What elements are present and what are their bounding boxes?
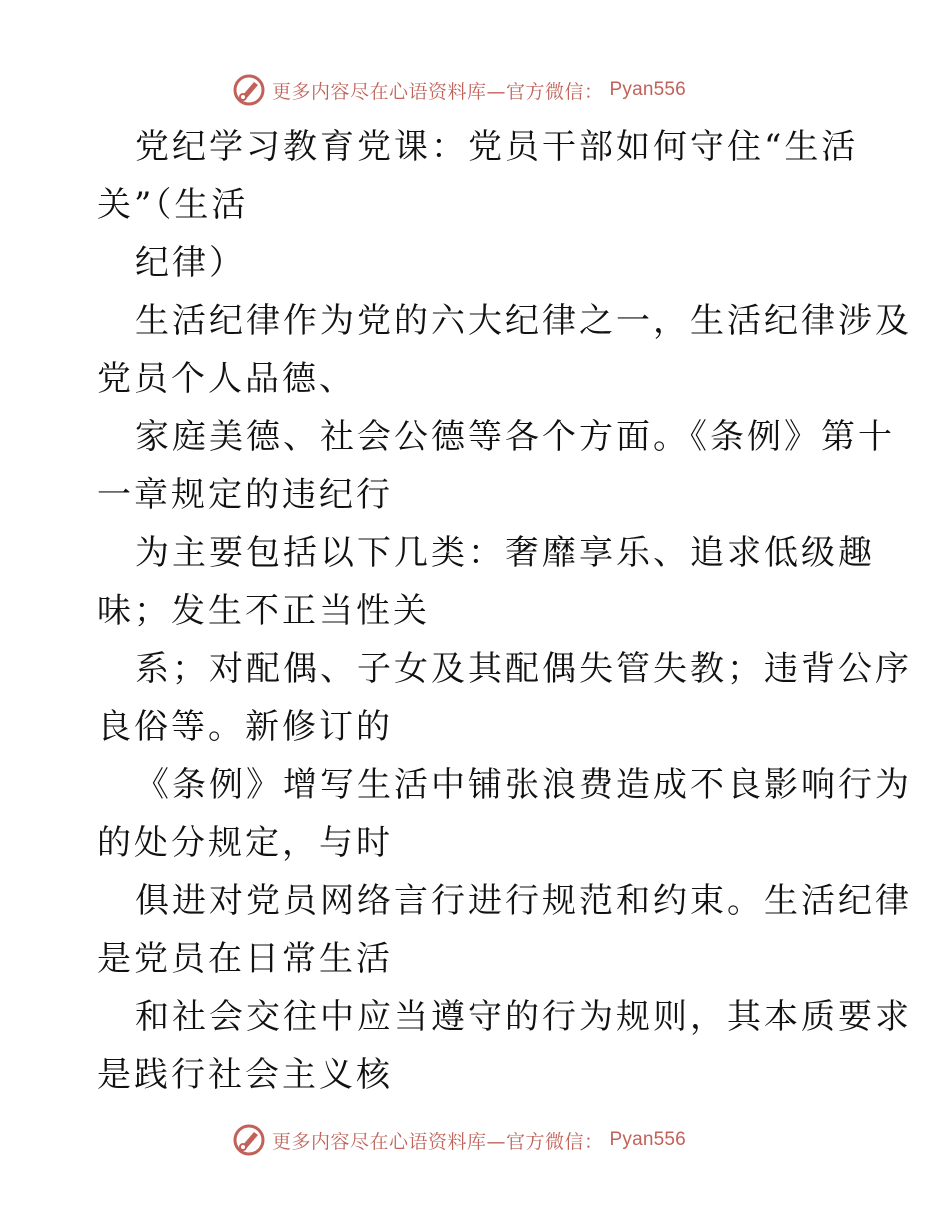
text-line: 纪律） — [135, 243, 246, 283]
watermark-text: 更多内容尽在心语资料库—官方微信： — [272, 80, 604, 103]
text-line: 的处分规定，与时 — [97, 823, 393, 863]
text-line: 家庭美德、社会公德等各个方面。《条例》第十 — [135, 417, 895, 457]
footer-watermark — [232, 1122, 686, 1158]
text-line: 是践行社会主义核 — [97, 1055, 393, 1095]
text-line: 关”（生活 — [97, 185, 249, 225]
text-line: 党员个人品德、 — [97, 359, 356, 399]
header-watermark — [232, 72, 686, 108]
brand-logo-icon — [232, 1123, 266, 1157]
text-line: 《条例》增写生活中铺张浪费造成不良影响行为 — [135, 765, 912, 805]
brand-logo-icon — [232, 73, 266, 107]
watermark-wechat-id: Pyan556 — [609, 1129, 686, 1150]
text-line: 党纪学习教育党课：党员干部如何守住“生活 — [135, 127, 859, 167]
text-line: 系；对配偶、子女及其配偶失管失教；违背公序 — [135, 649, 912, 689]
text-line: 俱进对党员网络言行进行规范和约束。生活纪律 — [135, 881, 912, 921]
text-line: 良俗等。新修订的 — [97, 707, 393, 747]
text-line: 味；发生不正当性关 — [97, 591, 430, 631]
text-line: 为主要包括以下几类：奢靡享乐、追求低级趣 — [135, 533, 875, 573]
watermark-text: 更多内容尽在心语资料库—官方微信： — [272, 1130, 604, 1153]
text-line: 和社会交往中应当遵守的行为规则，其本质要求 — [135, 997, 912, 1037]
watermark-wechat-id: Pyan556 — [609, 79, 686, 100]
text-line: 是党员在日常生活 — [97, 939, 393, 979]
text-line: 一章规定的违纪行 — [97, 475, 393, 515]
text-line: 生活纪律作为党的六大纪律之一，生活纪律涉及 — [135, 301, 912, 341]
